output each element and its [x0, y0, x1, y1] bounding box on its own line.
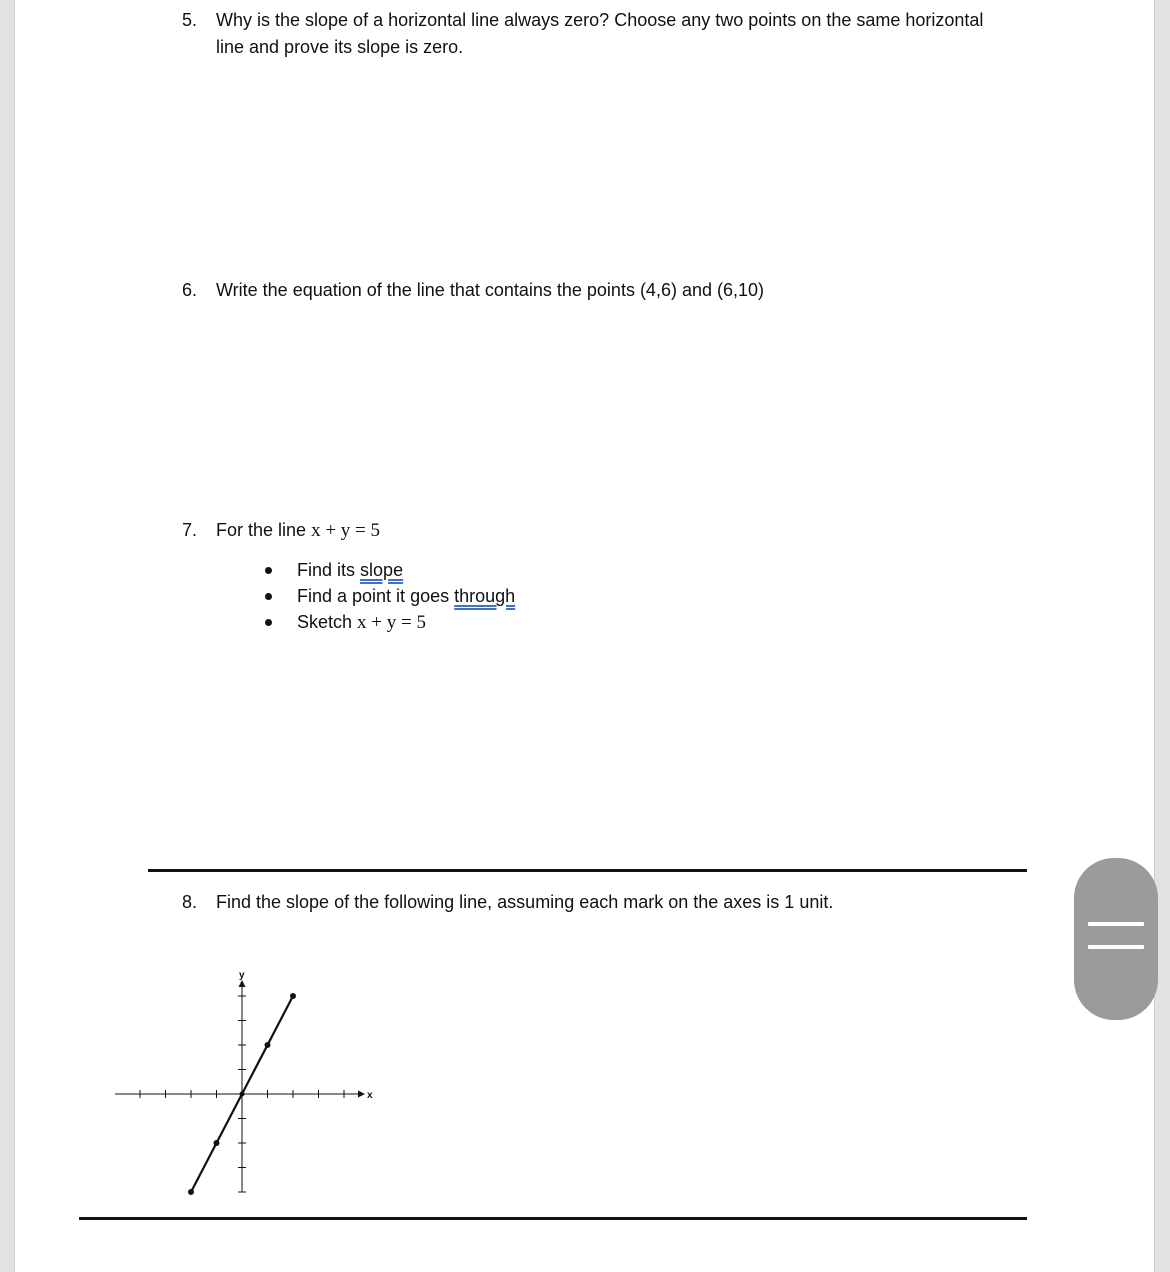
scroll-handle[interactable]	[1074, 858, 1158, 1020]
bullet-lead-text: Sketch	[297, 612, 353, 632]
question-text: Find the slope of the following line, assuming each mark on the axes is 1 unit.	[216, 892, 834, 912]
flagged-word[interactable]: slope	[360, 560, 404, 580]
question-5	[182, 7, 1082, 67]
question-text-line-2: line and prove its slope is zero.	[216, 37, 464, 57]
equation: x + y = 5	[357, 612, 426, 633]
question-number: 7.	[182, 520, 198, 540]
question-number: 6.	[182, 280, 198, 300]
x-axis-label: x	[367, 1090, 373, 1101]
equation: x + y = 5	[311, 520, 380, 541]
grip-line	[1088, 945, 1144, 949]
y-axis-arrow	[239, 980, 246, 987]
bullet-dot	[265, 593, 272, 600]
question-text-line-1: Why is the slope of a horizontal line always zero? Choose any two points on the same horizontal	[216, 10, 984, 30]
bullet-lead-text: Find its	[297, 560, 356, 580]
bullet-lead-text: Find a point it goes	[297, 586, 450, 606]
question-number: 5.	[182, 10, 198, 30]
section-divider	[79, 1217, 1027, 1220]
document-page	[14, 0, 1155, 1272]
x-axis-arrow	[358, 1091, 365, 1098]
y-axis-label: y	[239, 970, 245, 981]
origin-point	[240, 1092, 245, 1097]
line-endpoint	[188, 1189, 194, 1195]
coordinate-graph	[85, 960, 385, 1200]
bullet-dot	[265, 619, 272, 626]
question-text	[216, 517, 380, 544]
flagged-word[interactable]: through	[454, 586, 516, 606]
line-endpoint	[290, 993, 296, 999]
question-number: 8.	[182, 892, 198, 912]
question-7	[182, 517, 782, 547]
question-text: Write the equation of the line that contains the points (4,6) and (6,10)	[216, 280, 765, 300]
grip-line	[1088, 922, 1144, 926]
question-8	[182, 889, 1082, 919]
question-prefix: For the line	[216, 520, 307, 540]
bullet-dot	[265, 567, 272, 574]
question-6	[182, 277, 1082, 307]
marked-point	[265, 1042, 271, 1048]
graph-axes	[115, 980, 365, 1192]
section-divider	[148, 869, 1027, 872]
marked-point	[214, 1140, 220, 1146]
